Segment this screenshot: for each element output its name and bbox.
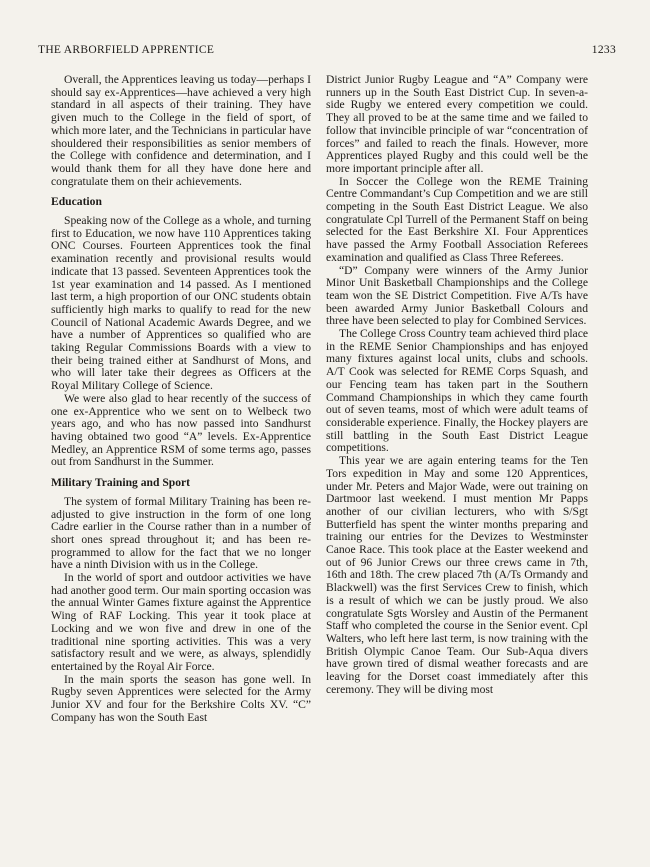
paragraph: District Junior Rugby League and “A” Company were runners up in the South East District Cup. In seven-a-side Rugby we entered every competition we could. They all proved to be at the same time and we failed to follow that invincible principle of war “concentration of forces” and failed to reach the finals. However, more Apprentices played Rugby and this could well be the more important principle after all. [326,73,588,175]
paragraph: In the main sports the season has gone well. In Rugby seven Apprentices were selected for the Army Junior XV and four for the Berkshire Colts XV. “C” Company has won the South East [51,672,311,724]
paragraph: The system of formal Military Training has been re-adjusted to give instruction in the form of one long Cadre earlier in the Course rather than in a number of short ones spread throughout it; and has been re-programmed to allow for the fact that we no longer have a ninth Division with us in the College. [51,494,311,572]
paragraph: We were also glad to hear recently of the success of one ex-Apprentice who we sent on to Welbeck two years ago, and who has now passed into Sandhurst having obtained two good “A” levels. Ex-Apprentice Medley, an Apprentice RSM of some terms ago, passes out from Sandhurst in the Summer. [51,391,311,469]
right-column [326,74,588,696]
paragraph: This year we are again entering teams for the Ten Tors expedition in May and some 120 Apprentices, under Mr. Peters and Major Wade, were out training on Dartmoor last weekend. I must mention Mr Papps another of our civilian lecturers, who with S/Sgt Butterfield has spent the winter months preparing and training our entries for the Devizes to Westminster Canoe Race. This took place at the Easter weekend and out of 96 Junior Crews our three crews came in 7th, 16th and 18th. The crew placed 7th (A/Ts Ormandy and Blackwell) was the first Services Crew to finish, which is a result of which we can be justly proud. We also congratulate Sgts Worsley and Austin of the Permanent Staff who completed the course in the Senior event. Cpl Walters, who left here last term, is now training with the British Olympic Canoe Team. Our Sub-Aqua divers have grown tired of dismal weather forecasts and are leaving for the Dorset coast immediately after this ceremony. They will be diving most [326,454,588,696]
publication-title: THE ARBORFIELD APPRENTICE [38,44,215,56]
paragraph: Speaking now of the College as a whole, and turning first to Education, we now have 110 Apprentices taking ONC Courses. Fourteen Apprentices took the final examination recently and provisional results would indicate that 13 passed. Seventeen Apprentices took the 1st year examination and 14 passed. As I mentioned last term, a high proportion of our ONC students obtain sufficiently high marks to qualify to read for the new Council of National Academic Awards Degree, and we have a number of Apprentices so qualified who are taking Regular Commissions Boards with a view to their being trained either at Sandhurst of Mons, and who will later take their degrees as Officers at the Royal Military College of Science. [51,214,311,393]
paragraph: In Soccer the College won the REME Training Centre Commandant’s Cup Competition and we are still competing in the South East District League. We also congratulate Cpl Turrell of the Permanent Staff on being selected for the East Berkshire XI. Four Apprentices have passed the Army Football Association Referees examination and qualified as Class Three Referees. [326,174,588,264]
section-heading-military-training: Military Training and Sport [51,476,191,490]
paragraph: The College Cross Country team achieved third place in the REME Senior Championships and has enjoyed many fixtures against local units, clubs and schools. A/T Cook was selected for REME Corps Squash, and our Fencing team has taken part in the Southern Command Championships in which they came fourth out of seven teams, most of which were adult teams of considerable experience. Finally, the Hockey players are still battling in the South East District League competitions. [326,327,588,455]
paragraph: In the world of sport and outdoor activities we have had another good term. Our main sporting occasion was the annual Winter Games fixture against the Apprentice Wing of RAF Locking. This year it took place at Locking and we won five and drew in one of the traditional nine sporting activities. This was a very satisfactory result and we were, as always, splendidly entertained by the Royal Air Force. [51,571,311,673]
running-header [38,44,616,56]
paragraph: Overall, the Apprentices leaving us today—perhaps I should say ex-Apprentices—have achieved a very high standard in all aspects of their training. They have given much to the College in the field of sport, of which more later, and the Technicians in particular have shouldered their responsibilities as senior members of the College with confidence and determination, and I would thank them for all they have done here and congratulate them on their achievements. [51,73,311,188]
paragraph: “D” Company were winners of the Army Junior Minor Unit Basketball Championships and the College team won the SE District Competition. Five A/Ts have been awarded Army Junior Basketball Colours and three have been selected to play for Combined Services. [326,263,588,328]
page-number: 1233 [591,44,616,56]
left-column [51,74,311,724]
section-heading-education: Education [51,195,102,209]
